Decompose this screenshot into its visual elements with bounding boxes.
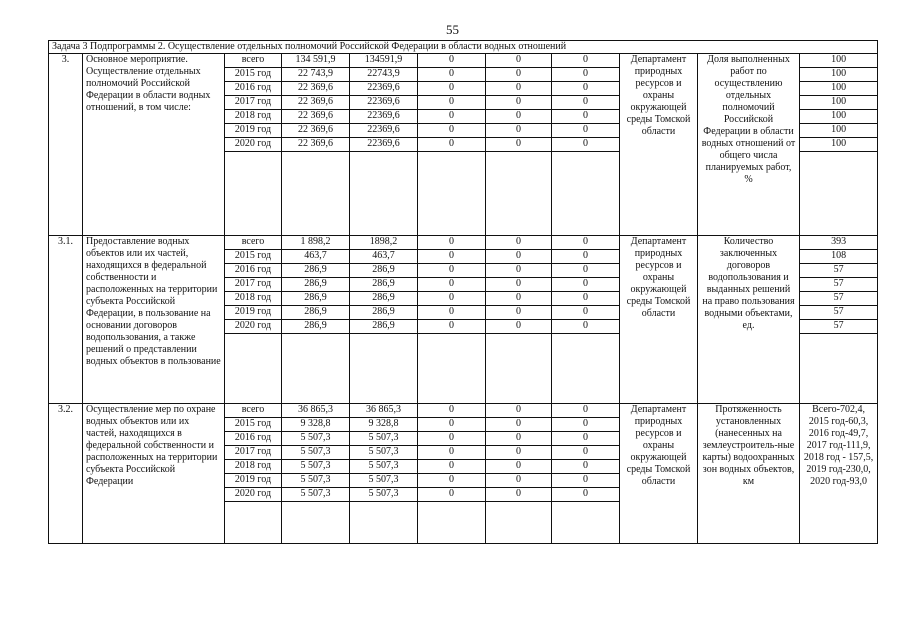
- cell-fed: 22369,6: [350, 96, 418, 110]
- cell-total: 5 507,3: [282, 460, 350, 474]
- indicator-values: Всего-702,4, 2015 год-60,3, 2016 год-49,7, 2017 год-111,9, 2018 год - 157,5, 2019 год-230,0, 2020 год-93,0: [800, 404, 878, 544]
- cell-fed: 286,9: [350, 278, 418, 292]
- cell-year: 2020 год: [225, 138, 282, 152]
- empty-cell: [225, 502, 282, 544]
- cell-c: 0: [552, 124, 620, 138]
- cell-b: 0: [486, 54, 552, 68]
- activity-name: Предоставление водных объектов или их частей, находящихся в федеральной собственности и расположенных на территории субъекта Российской Федерации, в пользование на основании договоров водопользования, а также решений о представлении водных объектов в пользование: [83, 236, 225, 404]
- cell-year: 2018 год: [225, 460, 282, 474]
- table-row: [49, 236, 878, 250]
- cell-b: 0: [486, 418, 552, 432]
- indicator-value: 57: [800, 306, 878, 320]
- program-table: [48, 40, 878, 544]
- cell-year: 2016 год: [225, 82, 282, 96]
- cell-fed: 22369,6: [350, 110, 418, 124]
- cell-total: 134 591,9: [282, 54, 350, 68]
- cell-a: 0: [418, 54, 486, 68]
- cell-b: 0: [486, 96, 552, 110]
- indicator-name: Доля выполненных работ по осуществлению отдельных полномочий Российской Федерации в области водных отношений от общего числа планируемых работ, %: [698, 54, 800, 236]
- indicator-value: 100: [800, 82, 878, 96]
- cell-total: 22 369,6: [282, 124, 350, 138]
- cell-a: 0: [418, 460, 486, 474]
- cell-b: 0: [486, 488, 552, 502]
- cell-fed: 286,9: [350, 320, 418, 334]
- cell-year: 2020 год: [225, 320, 282, 334]
- cell-total: 286,9: [282, 264, 350, 278]
- table-row: [49, 54, 878, 68]
- cell-a: 0: [418, 138, 486, 152]
- cell-fed: 5 507,3: [350, 460, 418, 474]
- cell-b: 0: [486, 82, 552, 96]
- cell-total: 286,9: [282, 306, 350, 320]
- cell-total: 22 369,6: [282, 82, 350, 96]
- empty-cell: [800, 152, 878, 236]
- cell-c: 0: [552, 404, 620, 418]
- cell-fed: 5 507,3: [350, 488, 418, 502]
- cell-fed: 36 865,3: [350, 404, 418, 418]
- cell-c: 0: [552, 418, 620, 432]
- cell-b: 0: [486, 306, 552, 320]
- empty-cell: [350, 334, 418, 404]
- cell-year: 2018 год: [225, 110, 282, 124]
- empty-cell: [418, 502, 486, 544]
- cell-c: 0: [552, 460, 620, 474]
- cell-a: 0: [418, 278, 486, 292]
- empty-cell: [552, 152, 620, 236]
- cell-total: 22 369,6: [282, 110, 350, 124]
- cell-a: 0: [418, 306, 486, 320]
- cell-total: 22 369,6: [282, 138, 350, 152]
- cell-b: 0: [486, 110, 552, 124]
- cell-fed: 22369,6: [350, 82, 418, 96]
- cell-a: 0: [418, 236, 486, 250]
- department: Департамент природных ресурсов и охраны окружающей среды Томской области: [620, 404, 698, 544]
- cell-a: 0: [418, 292, 486, 306]
- indicator-value: 100: [800, 54, 878, 68]
- cell-a: 0: [418, 96, 486, 110]
- department: Департамент природных ресурсов и охраны окружающей среды Томской области: [620, 54, 698, 236]
- cell-b: 0: [486, 250, 552, 264]
- cell-b: 0: [486, 264, 552, 278]
- indicator-value: 108: [800, 250, 878, 264]
- cell-c: 0: [552, 320, 620, 334]
- cell-year: 2020 год: [225, 488, 282, 502]
- cell-total: 9 328,8: [282, 418, 350, 432]
- indicator-value: 57: [800, 292, 878, 306]
- cell-b: 0: [486, 446, 552, 460]
- cell-a: 0: [418, 418, 486, 432]
- empty-cell: [282, 152, 350, 236]
- cell-b: 0: [486, 68, 552, 82]
- indicator-value: 100: [800, 124, 878, 138]
- cell-year: 2017 год: [225, 96, 282, 110]
- cell-c: 0: [552, 250, 620, 264]
- empty-cell: [552, 334, 620, 404]
- empty-cell: [552, 502, 620, 544]
- cell-c: 0: [552, 264, 620, 278]
- cell-year: 2015 год: [225, 250, 282, 264]
- cell-fed: 1898,2: [350, 236, 418, 250]
- cell-year: 2019 год: [225, 124, 282, 138]
- cell-total: 1 898,2: [282, 236, 350, 250]
- cell-b: 0: [486, 320, 552, 334]
- cell-fed: 286,9: [350, 264, 418, 278]
- cell-b: 0: [486, 124, 552, 138]
- cell-c: 0: [552, 82, 620, 96]
- cell-a: 0: [418, 404, 486, 418]
- cell-total: 286,9: [282, 278, 350, 292]
- cell-total: 36 865,3: [282, 404, 350, 418]
- cell-fed: 286,9: [350, 292, 418, 306]
- cell-a: 0: [418, 264, 486, 278]
- cell-c: 0: [552, 96, 620, 110]
- cell-year: всего: [225, 236, 282, 250]
- empty-cell: [350, 152, 418, 236]
- cell-c: 0: [552, 138, 620, 152]
- cell-b: 0: [486, 278, 552, 292]
- cell-c: 0: [552, 306, 620, 320]
- indicator-value: 100: [800, 68, 878, 82]
- cell-c: 0: [552, 54, 620, 68]
- cell-a: 0: [418, 432, 486, 446]
- cell-year: 2017 год: [225, 446, 282, 460]
- empty-cell: [282, 502, 350, 544]
- cell-a: 0: [418, 320, 486, 334]
- cell-fed: 5 507,3: [350, 446, 418, 460]
- cell-a: 0: [418, 446, 486, 460]
- empty-cell: [486, 502, 552, 544]
- cell-c: 0: [552, 110, 620, 124]
- cell-b: 0: [486, 474, 552, 488]
- item-number: 3.: [49, 54, 83, 236]
- activity-name: Осуществление мер по охране водных объектов или их частей, находящихся в федеральной собственности и расположенных на территории субъекта Российской Федерации: [83, 404, 225, 544]
- indicator-value: 100: [800, 96, 878, 110]
- cell-fed: 5 507,3: [350, 432, 418, 446]
- cell-year: всего: [225, 54, 282, 68]
- section-title: Задача 3 Подпрограммы 2. Осуществление отдельных полномочий Российской Федерации в области водных отношений: [49, 41, 878, 54]
- cell-c: 0: [552, 236, 620, 250]
- cell-fed: 134591,9: [350, 54, 418, 68]
- cell-a: 0: [418, 474, 486, 488]
- indicator-value: 393: [800, 236, 878, 250]
- cell-fed: 463,7: [350, 250, 418, 264]
- cell-b: 0: [486, 460, 552, 474]
- empty-cell: [282, 334, 350, 404]
- cell-a: 0: [418, 82, 486, 96]
- cell-fed: 22369,6: [350, 138, 418, 152]
- empty-cell: [225, 152, 282, 236]
- cell-year: 2019 год: [225, 306, 282, 320]
- cell-total: 5 507,3: [282, 446, 350, 460]
- empty-cell: [350, 502, 418, 544]
- cell-year: 2015 год: [225, 418, 282, 432]
- empty-cell: [800, 334, 878, 404]
- cell-fed: 22743,9: [350, 68, 418, 82]
- empty-cell: [225, 334, 282, 404]
- cell-year: 2015 год: [225, 68, 282, 82]
- empty-cell: [486, 334, 552, 404]
- indicator-name: Протяженность установленных (нанесенных на землеустроитель-ные карты) водоохранных зон водных объектов, км: [698, 404, 800, 544]
- cell-c: 0: [552, 474, 620, 488]
- cell-a: 0: [418, 488, 486, 502]
- page-number: 55: [446, 22, 459, 37]
- cell-c: 0: [552, 68, 620, 82]
- cell-a: 0: [418, 110, 486, 124]
- indicator-value: 100: [800, 138, 878, 152]
- cell-total: 5 507,3: [282, 474, 350, 488]
- empty-cell: [418, 152, 486, 236]
- cell-total: 286,9: [282, 320, 350, 334]
- cell-total: 5 507,3: [282, 432, 350, 446]
- cell-year: 2018 год: [225, 292, 282, 306]
- cell-total: 22 743,9: [282, 68, 350, 82]
- cell-year: 2017 год: [225, 278, 282, 292]
- cell-fed: 22369,6: [350, 124, 418, 138]
- cell-total: 463,7: [282, 250, 350, 264]
- cell-c: 0: [552, 292, 620, 306]
- cell-b: 0: [486, 432, 552, 446]
- empty-cell: [418, 334, 486, 404]
- cell-total: 5 507,3: [282, 488, 350, 502]
- cell-year: 2016 год: [225, 432, 282, 446]
- cell-b: 0: [486, 236, 552, 250]
- cell-c: 0: [552, 488, 620, 502]
- indicator-value: 100: [800, 110, 878, 124]
- item-number: 3.2.: [49, 404, 83, 544]
- cell-a: 0: [418, 68, 486, 82]
- cell-year: всего: [225, 404, 282, 418]
- cell-year: 2016 год: [225, 264, 282, 278]
- activity-name: Основное мероприятие. Осуществление отдельных полномочий Российской Федерации в области водных отношений, в том числе:: [83, 54, 225, 236]
- cell-total: 22 369,6: [282, 96, 350, 110]
- cell-a: 0: [418, 250, 486, 264]
- cell-fed: 286,9: [350, 306, 418, 320]
- cell-b: 0: [486, 292, 552, 306]
- cell-fed: 5 507,3: [350, 474, 418, 488]
- cell-c: 0: [552, 446, 620, 460]
- cell-total: 286,9: [282, 292, 350, 306]
- cell-b: 0: [486, 138, 552, 152]
- indicator-value: 57: [800, 264, 878, 278]
- table-row: [49, 404, 878, 418]
- indicator-value: 57: [800, 278, 878, 292]
- item-number: 3.1.: [49, 236, 83, 404]
- cell-c: 0: [552, 278, 620, 292]
- indicator-name: Количество заключенных договоров водопользования и выданных решений на право пользования водными объектами, ед.: [698, 236, 800, 404]
- indicator-value: 57: [800, 320, 878, 334]
- cell-a: 0: [418, 124, 486, 138]
- department: Департамент природных ресурсов и охраны окружающей среды Томской области: [620, 236, 698, 404]
- cell-b: 0: [486, 404, 552, 418]
- cell-year: 2019 год: [225, 474, 282, 488]
- empty-cell: [486, 152, 552, 236]
- cell-fed: 9 328,8: [350, 418, 418, 432]
- cell-c: 0: [552, 432, 620, 446]
